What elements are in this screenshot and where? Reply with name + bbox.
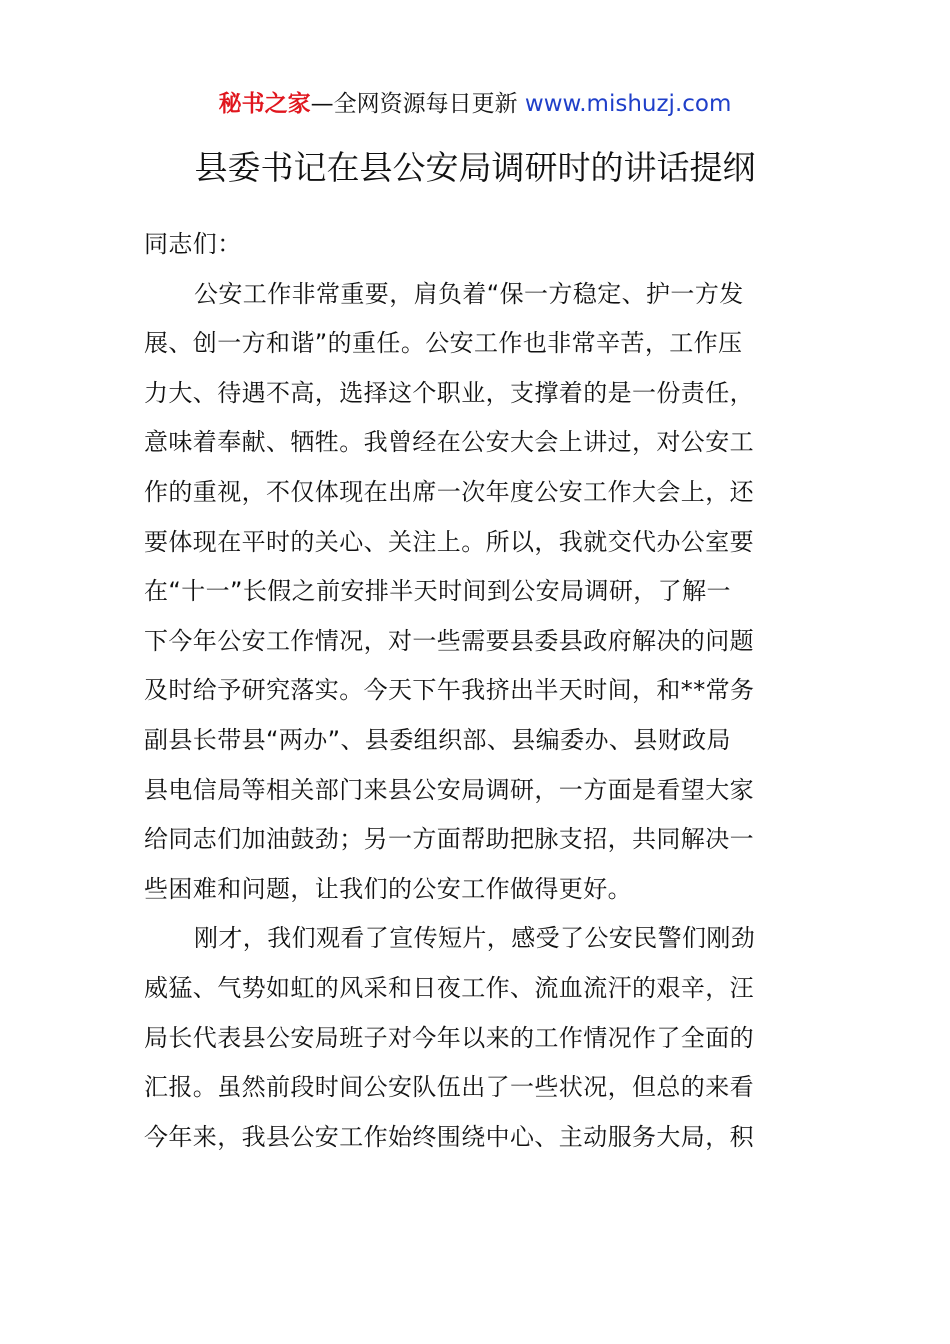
paragraph-line: 副县长带县“两办”、县委组织部、县编委办、县财政局	[144, 725, 731, 754]
document-body	[144, 220, 806, 1162]
paragraph-line: 威猛、气势如虹的风采和日夜工作、流血流汗的艰辛，汪	[144, 973, 754, 1002]
site-url-link[interactable]: www.mishuzj.com	[524, 91, 732, 117]
paragraph-1	[144, 270, 806, 915]
paragraph-line: 要体现在平时的关心、关注上。所以，我就交代办公室要	[144, 527, 754, 556]
site-header	[0, 88, 950, 120]
paragraph-line: 力大、待遇不高，选择这个职业，支撑着的是一份责任，	[144, 378, 754, 407]
paragraph-line: 给同志们加油鼓劲；另一方面帮助把脉支招，共同解决一	[144, 825, 754, 854]
paragraph-line: 在“十一”长假之前安排半天时间到公安局调研，了解一	[144, 577, 731, 606]
paragraph-line: 今年来，我县公安工作始终围绕中心、主动服务大局，积	[144, 1122, 754, 1151]
paragraph-line: 汇报。虽然前段时间公安队伍出了一些状况，但总的来看	[144, 1073, 754, 1102]
paragraph-line: 刚才，我们观看了宣传短片，感受了公安民警们刚劲	[194, 924, 756, 953]
paragraph-line: 公安工作非常重要，肩负着“保一方稳定、护一方发	[194, 279, 744, 308]
paragraph-line: 些困难和问题，让我们的公安工作做得更好。	[144, 874, 632, 903]
paragraph-line: 下今年公安工作情况，对一些需要县委县政府解决的问题	[144, 626, 754, 655]
paragraph-line: 作的重视，不仅体现在出席一次年度公安工作大会上，还	[144, 477, 754, 506]
paragraph-line: 展、创一方和谐”的重任。公安工作也非常辛苦，工作压	[144, 329, 743, 358]
document-title: 县委书记在县公安局调研时的讲话提纲	[194, 148, 756, 187]
paragraph-line: 及时给予研究落实。今天下午我挤出半天时间，和**常务	[144, 676, 755, 705]
header-tagline: —全网资源每日更新	[310, 91, 525, 117]
salutation	[144, 220, 806, 270]
paragraph-line: 意味着奉献、牺牲。我曾经在公安大会上讲过，对公安工	[144, 428, 754, 457]
paragraph-2	[144, 914, 806, 1162]
paragraph-line: 局长代表县公安局班子对今年以来的工作情况作了全面的	[144, 1023, 754, 1052]
paragraph-line: 县电信局等相关部门来县公安局调研，一方面是看望大家	[144, 775, 754, 804]
salutation-text: 同志们：	[144, 230, 242, 258]
brand-name: 秘书之家	[218, 91, 311, 117]
